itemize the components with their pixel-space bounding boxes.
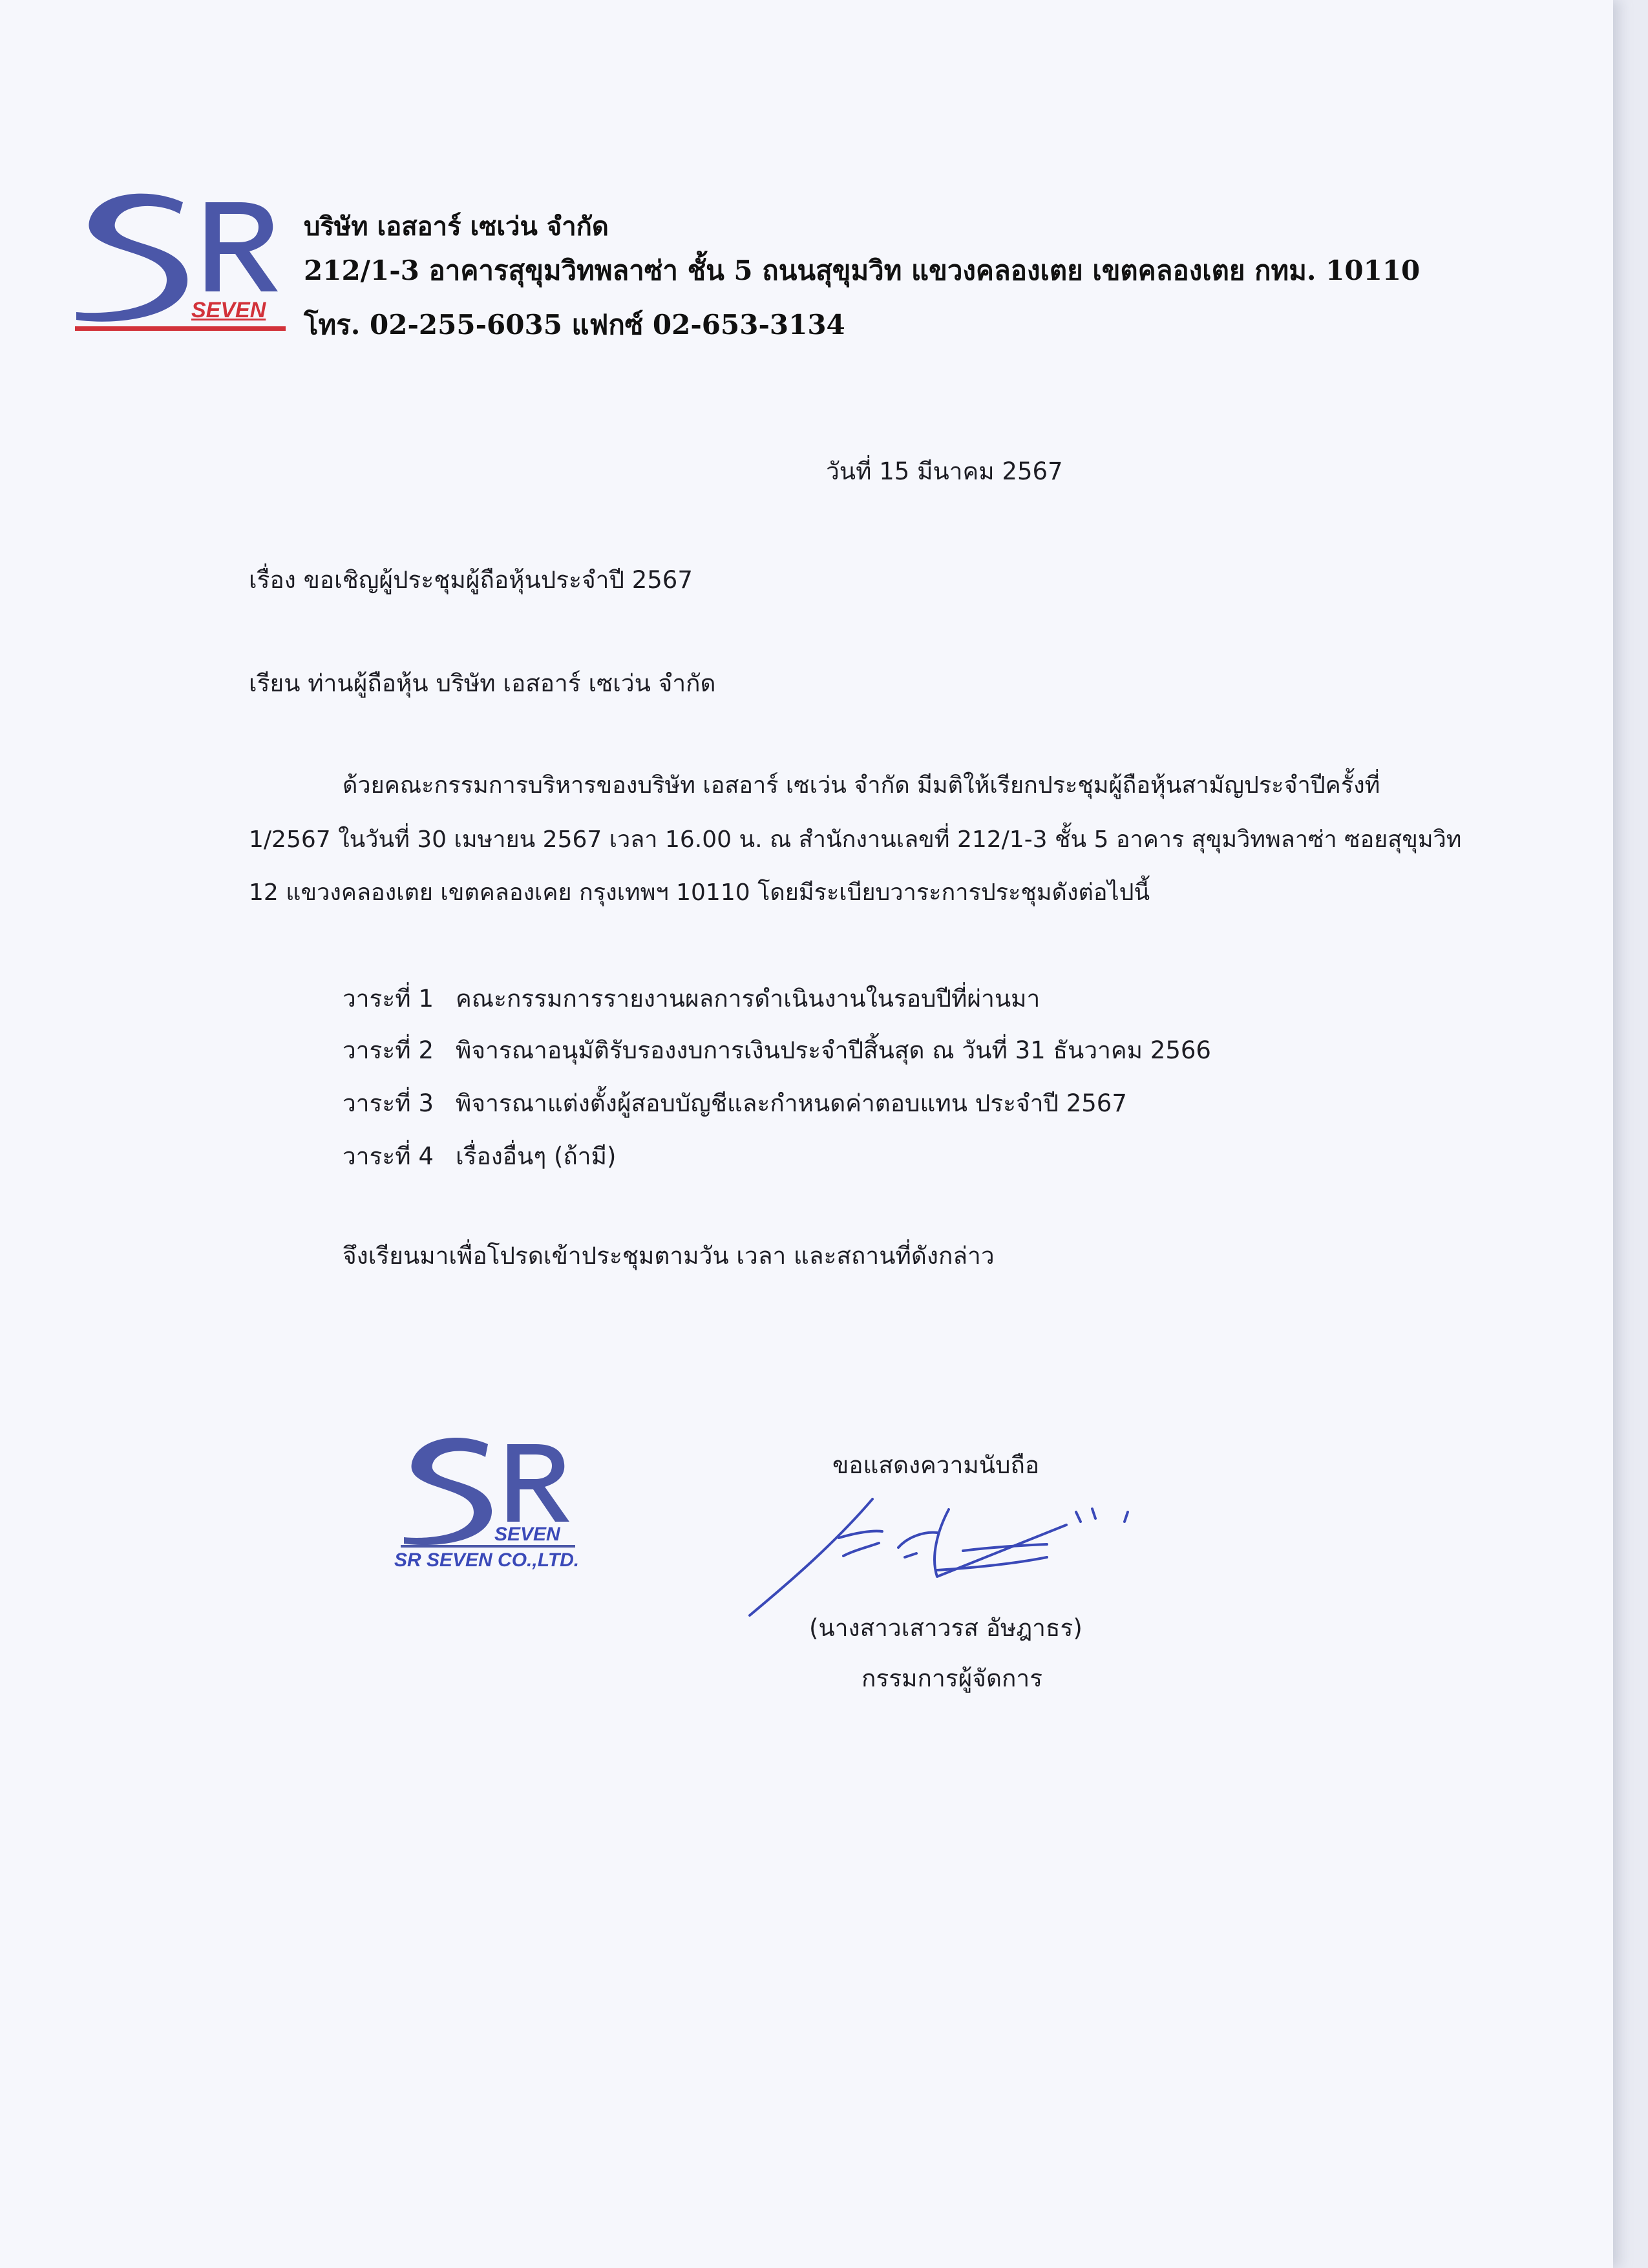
signatory-name: (นางสาวเสาวรส อัษฎาธร) bbox=[809, 1614, 1083, 1642]
agenda-item-4-label: วาระที่ 4 bbox=[343, 1142, 434, 1170]
letter-subject: เรื่อง ขอเชิญผู้ประชุมผู้ถือหุ้นประจำปี 2567 bbox=[249, 566, 693, 594]
agenda-item-4-text: เรื่องอื่นๆ (ถ้ามี) bbox=[456, 1142, 617, 1170]
company-contact: โทร. 02-255-6035 แฟกซ์ 02-653-3134 bbox=[304, 309, 845, 341]
signatory-title: กรรมการผู้จัดการ bbox=[861, 1664, 1043, 1692]
agenda-item-3-text: พิจารณาแต่งตั้งผู้สอบบัญชีและกำหนดค่าตอบแทน ประจำปี 2567 bbox=[456, 1089, 1127, 1117]
agenda-item-2-label: วาระที่ 2 bbox=[343, 1036, 434, 1064]
agenda-item-2-text: พิจารณาอนุมัติรับรองงบการเงินประจำปีสิ้นสุด ณ วันที่ 31 ธันวาคม 2566 bbox=[456, 1036, 1211, 1064]
body-line-1: ด้วยคณะกรรมการบริหารของบริษัท เอสอาร์ เซเว่น จำกัด มีมติให้เรียกประชุมผู้ถือหุ้นสามัญประจำปีครั้งที่ bbox=[343, 772, 1380, 799]
agenda-item-3-label: วาระที่ 3 bbox=[343, 1089, 434, 1117]
company-address: 212/1-3 อาคารสุขุมวิทพลาซ่า ชั้น 5 ถนนสุขุมวิท แขวงคลองเตย เขตคลองเตย กทม. 10110 bbox=[304, 255, 1421, 286]
body-line-2: 1/2567 ในวันที่ 30 เมษายน 2567 เวลา 16.00 น. ณ สำนักงานเลขที่ 212/1-3 ชั้น 5 อาคาร สุขุมวิทพลาซ่า ซอยสุขุมวิท bbox=[249, 826, 1462, 853]
stamp-company-name: SR SEVEN CO.,LTD. bbox=[394, 1549, 580, 1571]
signature-regards: ขอแสดงความนับถือ bbox=[832, 1451, 1040, 1479]
stamp-subtext: SEVEN bbox=[494, 1524, 560, 1545]
company-logo-subtext: SEVEN bbox=[191, 298, 266, 322]
company-logo bbox=[70, 183, 290, 344]
company-stamp bbox=[391, 1431, 585, 1570]
body-line-3: 12 แขวงคลองเตย เขตคลองเคย กรุงเทพฯ 10110 โดยมีระเบียบวาระการประชุมดังต่อไปนี้ bbox=[249, 879, 1150, 906]
signature-strokes bbox=[743, 1486, 1157, 1625]
agenda-item-1-text: คณะกรรมการรายงานผลการดำเนินงานในรอบปีที่ผ่านมา bbox=[456, 985, 1041, 1013]
agenda-item-1-label: วาระที่ 1 bbox=[343, 985, 434, 1013]
letter-date: วันที่ 15 มีนาคม 2567 bbox=[826, 457, 1063, 485]
letter-salutation: เรียน ท่านผู้ถือหุ้น บริษัท เอสอาร์ เซเว่น จำกัด bbox=[249, 669, 716, 697]
handwritten-signature bbox=[743, 1486, 1157, 1625]
closing-line: จึงเรียนมาเพื่อโปรดเข้าประชุมตามวัน เวลา และสถานที่ดังกล่าว bbox=[343, 1242, 995, 1270]
company-name: บริษัท เอสอาร์ เซเว่น จำกัด bbox=[304, 211, 609, 242]
